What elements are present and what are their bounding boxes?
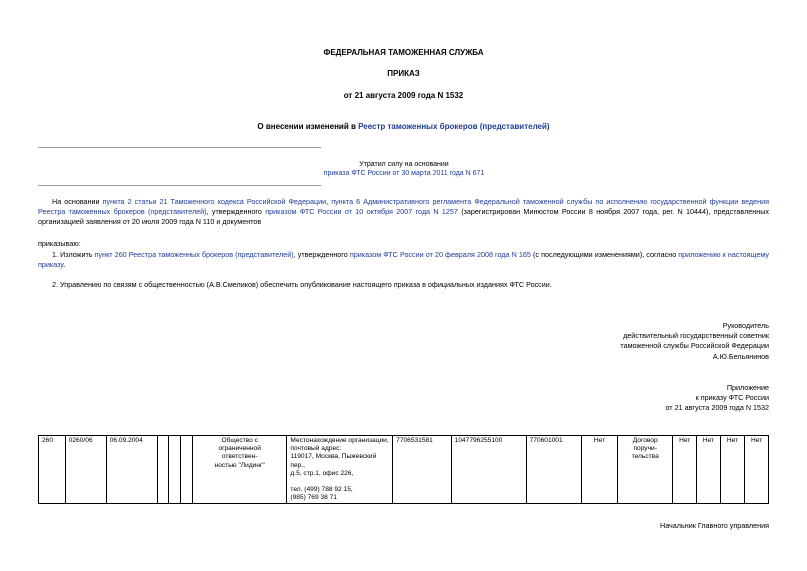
order-word: приказываю: xyxy=(38,239,81,248)
status-note xyxy=(284,160,524,178)
cell-flag: Нет xyxy=(582,436,618,504)
basis-intro: На основании xyxy=(52,197,103,206)
appendix-date: от 21 августа 2009 года N 1532 xyxy=(665,403,769,413)
signature-block xyxy=(620,321,769,362)
cell-organization xyxy=(192,436,286,504)
item1-mid1: , утвержденного xyxy=(293,250,350,259)
cell-reg-number: 0260/06 xyxy=(65,436,106,504)
divider-top xyxy=(38,147,321,148)
table-row xyxy=(39,436,769,504)
doc-type: ПРИКАЗ xyxy=(387,69,420,78)
divider-bottom xyxy=(38,185,321,186)
cell-kpp: 770601001 xyxy=(526,436,581,504)
address-line: почтовый адрес: xyxy=(290,445,342,453)
cell-empty xyxy=(180,436,192,504)
cell-empty xyxy=(169,436,180,504)
signature-service: таможенной службы Российской Федерации xyxy=(620,341,769,351)
signature-title: Руководитель xyxy=(722,321,769,330)
basis-mid1: , xyxy=(326,197,332,206)
address-line: 119017, Москва, Пыжевский пер., xyxy=(290,453,377,469)
cell-flag: Нет xyxy=(697,436,721,504)
signature-name: А.Ю.Бельянинов xyxy=(712,351,769,361)
item1-prefix: 1. Изложить xyxy=(52,250,95,259)
cell-inn: 7706531581 xyxy=(393,436,452,504)
agency-title: ФЕДЕРАЛЬНАЯ ТАМОЖЕННАЯ СЛУЖБА xyxy=(323,48,484,57)
address-line: (985) 769 38 71 xyxy=(290,494,337,502)
doc-date: от 21 августа 2009 года N 1532 xyxy=(343,91,464,100)
cell-flag: Нет xyxy=(673,436,697,504)
link-order-1257[interactable]: приказом ФТС России от 10 октября 2007 года N 1257 xyxy=(265,207,458,217)
org-line: Общество с xyxy=(221,437,258,444)
address-line: Местонахождение организации, xyxy=(290,437,389,444)
contract-line: поручи- xyxy=(633,445,657,453)
link-appendix[interactable]: приложению к настоящему приказу xyxy=(38,250,769,270)
registry-table xyxy=(38,435,769,504)
link-order-165[interactable]: приказом ФТС России от 20 февраля 2008 года N 165 xyxy=(349,250,531,259)
contract-line: тельства xyxy=(631,453,659,461)
contract-line: Договор xyxy=(632,437,658,444)
link-point-260[interactable]: пункт 260 Реестра таможенных брокеров (представителей) xyxy=(94,250,294,259)
address-line: д.5, стр.1, офис 226, xyxy=(290,469,354,477)
cell-address xyxy=(287,436,393,504)
appendix-title: Приложение xyxy=(726,383,769,392)
cell-flag: Нет xyxy=(720,436,745,504)
status-link[interactable]: приказа ФТС России от 30 марта 2011 года N 671 xyxy=(323,170,485,177)
item-1 xyxy=(38,250,769,270)
basis-mid2: , утвержденного xyxy=(206,207,266,217)
appendix-ref: к приказу ФТС России xyxy=(695,393,769,403)
basis-tail: (зарегистрирован Минюстом России 8 ноября 2007 года, рег. N 10444), представленных организацией заявления от 20 июля 2009 года N 110 и документов xyxy=(38,207,769,227)
org-line: ответствен- xyxy=(221,453,258,461)
cell-flag: Нет xyxy=(745,436,769,504)
item1-end: . xyxy=(63,260,66,270)
cell-contract xyxy=(617,436,672,504)
link-customs-code[interactable]: пункта 2 статьи 21 Таможенного кодекса Российской Федерации xyxy=(102,197,327,206)
subject-link[interactable]: Реестр таможенных брокеров (представителей) xyxy=(358,122,550,131)
basis-paragraph xyxy=(38,197,769,228)
address-line: тел. (499) 788 92 15, xyxy=(290,486,353,494)
cell-ogrn: 1047796255100 xyxy=(451,436,526,504)
item1-mid2: (с последующими изменениями), согласно xyxy=(530,250,679,259)
item-2: 2. Управлению по связям с общественностью (А.В.Смеликов) обеспечить опубликование настоящего приказа в официальных изданиях ФТС России. xyxy=(52,280,552,289)
cell-number: 260 xyxy=(39,436,66,504)
appendix-header xyxy=(665,383,769,414)
footer-signature: Начальник Главного управления xyxy=(660,521,769,530)
link-admin-regulation[interactable]: пункта 6 Административного регламента Федеральной таможенной службы по исполнению государственной функции ведения Реестра таможенных брокеров (представителей) xyxy=(38,197,769,217)
signature-rank: действительный государственный советник xyxy=(623,331,769,341)
doc-subject xyxy=(0,122,807,132)
status-line: Утратил силу на основании xyxy=(359,161,449,168)
subject-prefix: О внесении изменений в xyxy=(257,122,359,131)
cell-date: 06.09.2004 xyxy=(106,436,157,504)
cell-empty xyxy=(158,436,169,504)
org-line: ностью "Лидинг" xyxy=(214,461,265,469)
org-line: ограниченной xyxy=(218,445,261,453)
